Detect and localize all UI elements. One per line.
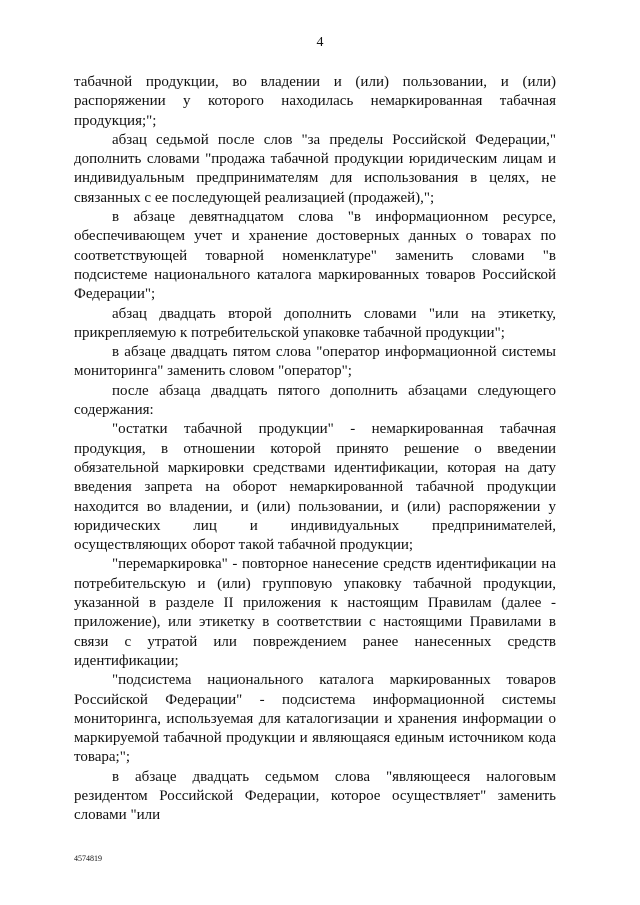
paragraph: в абзаце двадцать седьмом слова "являющееся налоговым резидентом Российской Федерации, которое осуществляет" заменить словами "или	[74, 768, 556, 824]
page-number: 4	[316, 35, 324, 50]
paragraph: после абзаца двадцать пятого дополнить абзацами следующего содержания:	[74, 382, 556, 419]
paragraph: в абзаце девятнадцатом слова "в информационном ресурсе, обеспечивающем учет и хранение достоверных данных о товарах по соответствующей товарной номенклатуре" заменить словами "в подсистеме национального каталога маркированных товаров Российской Федерации";	[74, 209, 556, 303]
paragraph: абзац седьмой после слов "за пределы Российской Федерации," дополнить словами "продажа табачной продукции юридическим лицам и индивидуальным предпринимателям для использования в целях, не связанных с ее последующей реализацией (продажей),";	[74, 131, 556, 206]
paragraph: абзац двадцать второй дополнить словами "или на этикетку, прикрепляемую к потребительской упаковке табачной продукции";	[74, 305, 556, 341]
paragraph: в абзаце двадцать пятом слова "оператор информационной системы мониторинга" заменить словом "оператор";	[74, 344, 556, 380]
paragraph: "остатки табачной продукции" - немаркированная табачная продукция, в отношении которой принято решение о введении обязательной маркировки средствами идентификации, которая на дату введения запрета на оборот немаркированной табачной продукции находится во владении, и (или) пользовании, и (или) распоряжении у юридических лиц и индивидуальных предпринимателей, осуществляющих оборот такой табачной продукции;	[74, 421, 556, 554]
document-code: 4574819	[74, 854, 102, 863]
paragraph: "перемаркировка" - повторное нанесение средств идентификации на потребительскую и (или) групповую упаковку табачной продукции, указанной в разделе II приложения к настоящим Правилам (далее - приложение), или этикетку в соответствии с настоящими Правилами в связи с утратой или повреждением ранее нанесенных средств идентификации;	[74, 556, 556, 669]
paragraph-continuation: табачной продукции, во владении и (или) пользовании, и (или) распоряжении у которого находилась немаркированная табачная продукция;";	[74, 74, 556, 129]
paragraph: "подсистема национального каталога маркированных товаров Российской Федерации" - подсистема информационной системы мониторинга, используемая для каталогизации и хранения информации о маркируемой табачной продукции и являющаяся единым источником кода товара;";	[74, 672, 556, 766]
document-body	[74, 73, 556, 826]
